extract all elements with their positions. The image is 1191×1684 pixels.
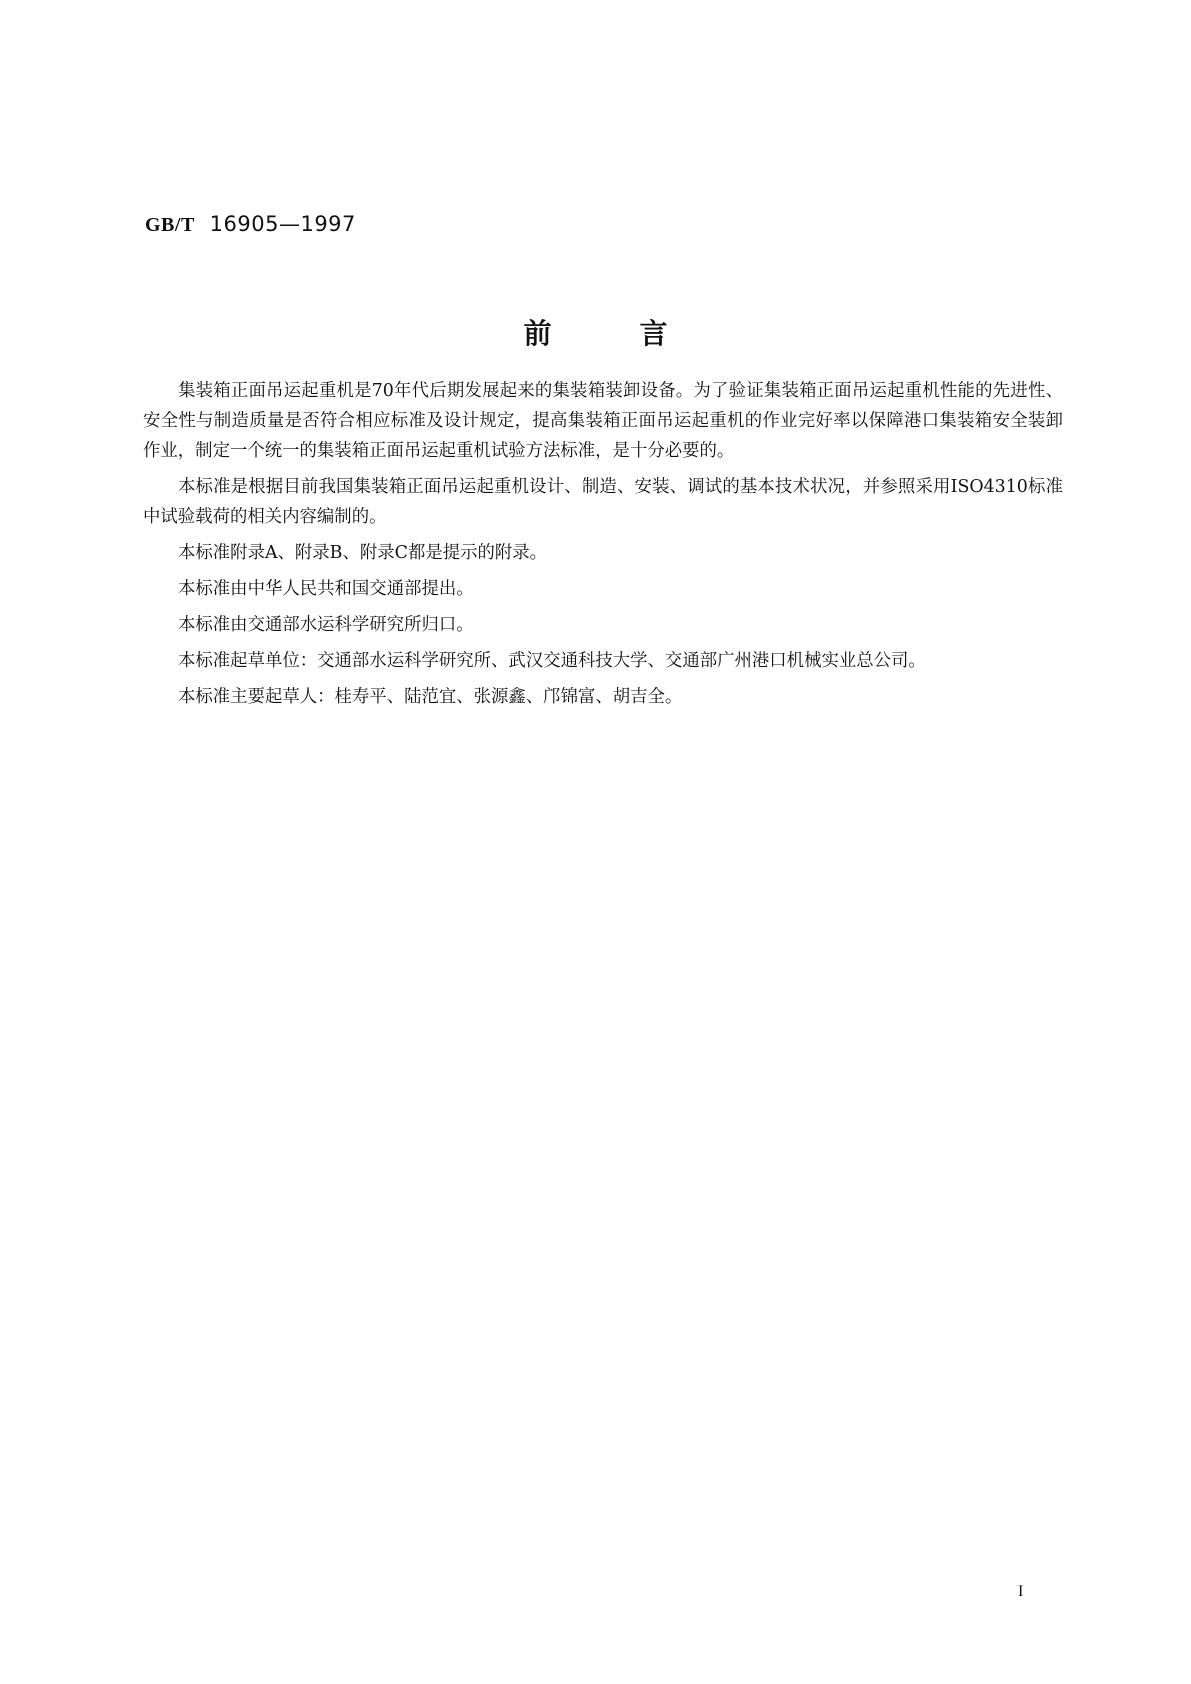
paragraph: 本标准起草单位：交通部水运科学研究所、武汉交通科技大学、交通部广州港口机械实业总公司。 [178, 651, 926, 671]
paragraph: 本标准是根据目前我国集装箱正面吊运起重机设计、制造、安装、调试的基本技术状况，并参照采用ISO4310标准中试验载荷的相关内容编制的。 [143, 477, 1063, 527]
paragraph: 集装箱正面吊运起重机是70年代后期发展起来的集装箱装卸设备。为了验证集装箱正面吊运起重机性能的先进性、安全性与制造质量是否符合相应标准及设计规定，提高集装箱正面吊运起重机的作业完好率以保障港口集装箱安全装卸作业，制定一个统一的集装箱正面吊运起重机试验方法标准，是十分必要的。 [143, 381, 1063, 461]
foreword-body [143, 376, 1063, 718]
paragraph: 本标准主要起草人：桂寿平、陆范宜、张源鑫、邝锦富、胡吉全。 [178, 687, 683, 707]
paragraph: 本标准附录A、附录B、附录C都是提示的附录。 [178, 543, 548, 563]
page-title: 前言 [523, 317, 756, 350]
paragraph: 本标准由中华人民共和国交通部提出。 [178, 579, 474, 599]
paragraph: 本标准由交通部水运科学研究所归口。 [178, 615, 474, 635]
standard-code [145, 212, 356, 237]
page-number: I [1018, 1583, 1024, 1600]
standard-prefix: GB/T [145, 214, 195, 236]
standard-number: 16905—1997 [209, 212, 356, 236]
